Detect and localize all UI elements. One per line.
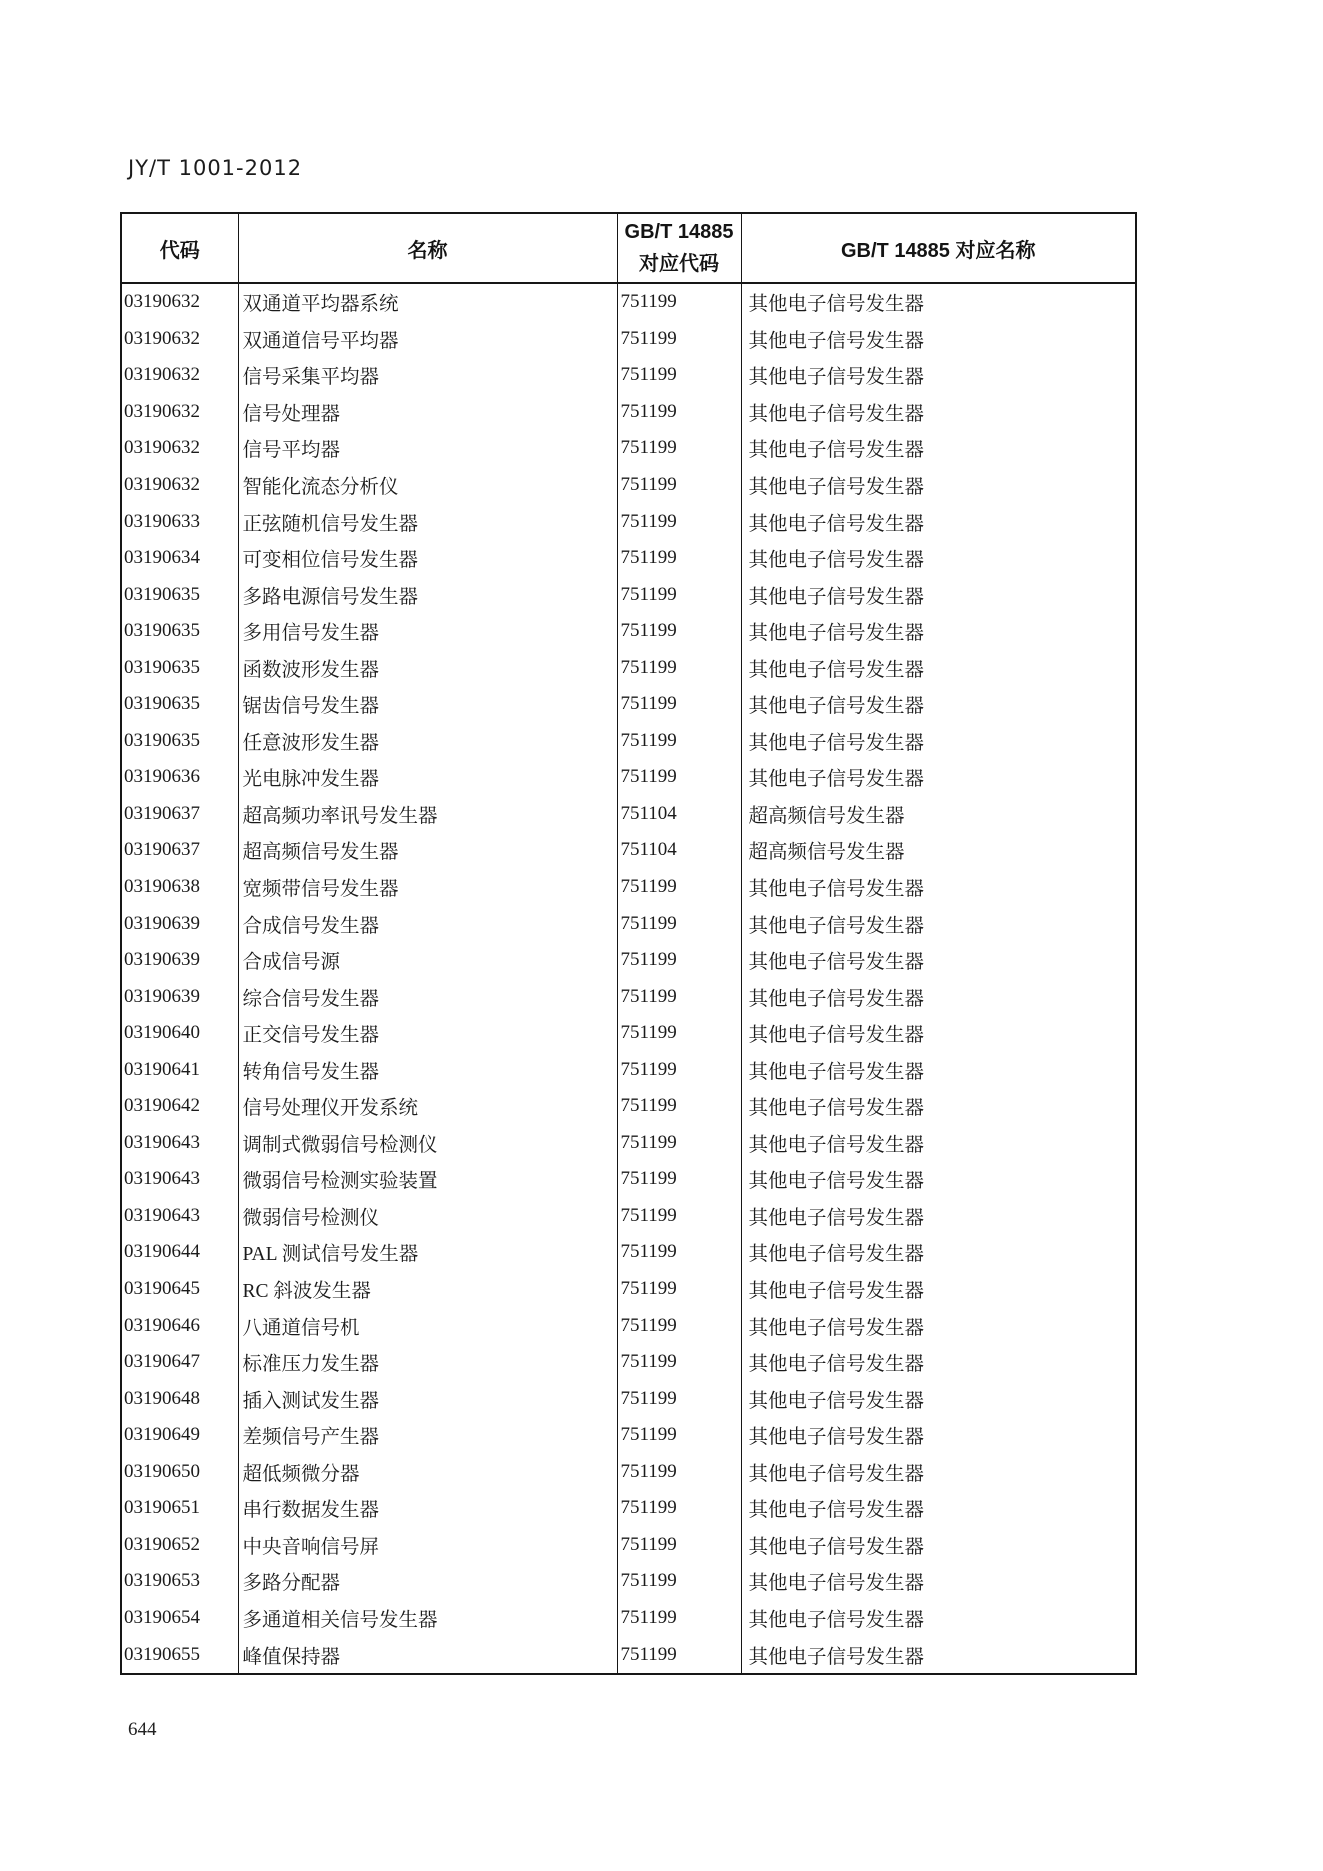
- cell-code: 03190632: [121, 467, 238, 504]
- cell-gbt-code: 751199: [617, 1490, 741, 1527]
- table-row: [121, 1344, 1136, 1381]
- cell-name: 串行数据发生器: [238, 1490, 617, 1527]
- column-header-gbt-code: [617, 213, 741, 283]
- cell-name: 任意波形发生器: [238, 723, 617, 760]
- cell-gbt-code: 751199: [617, 1125, 741, 1162]
- cell-gbt-name: 其他电子信号发生器: [741, 467, 1136, 504]
- cell-code: 03190636: [121, 759, 238, 796]
- cell-code: 03190641: [121, 1051, 238, 1088]
- cell-code: 03190634: [121, 540, 238, 577]
- table-row: [121, 1636, 1136, 1674]
- cell-gbt-name: 其他电子信号发生器: [741, 869, 1136, 906]
- cell-name: 光电脉冲发生器: [238, 759, 617, 796]
- cell-gbt-name: 其他电子信号发生器: [741, 283, 1136, 321]
- cell-gbt-name: 其他电子信号发生器: [741, 503, 1136, 540]
- cell-code: 03190639: [121, 942, 238, 979]
- cell-gbt-name: 其他电子信号发生器: [741, 540, 1136, 577]
- cell-name: 多通道相关信号发生器: [238, 1600, 617, 1637]
- cell-name: 信号处理仪开发系统: [238, 1088, 617, 1125]
- table-row: [121, 1198, 1136, 1235]
- cell-code: 03190639: [121, 905, 238, 942]
- cell-gbt-name: 其他电子信号发生器: [741, 1563, 1136, 1600]
- cell-gbt-code: 751199: [617, 357, 741, 394]
- standard-code-heading: JY/T 1001-2012: [128, 156, 303, 180]
- cell-code: 03190635: [121, 613, 238, 650]
- cell-code: 03190632: [121, 430, 238, 467]
- cell-code: 03190640: [121, 1015, 238, 1052]
- cell-name: 双通道平均器系统: [238, 283, 617, 321]
- cell-code: 03190644: [121, 1234, 238, 1271]
- table-row: [121, 394, 1136, 431]
- cell-name: 中央音响信号屏: [238, 1527, 617, 1564]
- cell-gbt-name: 其他电子信号发生器: [741, 394, 1136, 431]
- cell-name: PAL 测试信号发生器: [238, 1234, 617, 1271]
- cell-name: 调制式微弱信号检测仪: [238, 1125, 617, 1162]
- cell-name: 多用信号发生器: [238, 613, 617, 650]
- table-row: [121, 1417, 1136, 1454]
- table-row: [121, 942, 1136, 979]
- cell-gbt-name: 超高频信号发生器: [741, 796, 1136, 833]
- cell-gbt-name: 其他电子信号发生器: [741, 1344, 1136, 1381]
- cell-name: 信号处理器: [238, 394, 617, 431]
- table-row: [121, 321, 1136, 358]
- cell-gbt-code: 751199: [617, 430, 741, 467]
- cell-name: 标准压力发生器: [238, 1344, 617, 1381]
- cell-gbt-code: 751199: [617, 1380, 741, 1417]
- table-row: [121, 978, 1136, 1015]
- table-row: [121, 357, 1136, 394]
- cell-gbt-code: 751199: [617, 467, 741, 504]
- cell-gbt-code: 751199: [617, 1454, 741, 1491]
- column-header-code: 代码: [121, 213, 238, 283]
- cell-name: 差频信号产生器: [238, 1417, 617, 1454]
- cell-name: 正交信号发生器: [238, 1015, 617, 1052]
- cell-gbt-code: 751199: [617, 723, 741, 760]
- cell-gbt-name: 其他电子信号发生器: [741, 321, 1136, 358]
- cell-gbt-name: 其他电子信号发生器: [741, 1454, 1136, 1491]
- table-row: [121, 1563, 1136, 1600]
- cell-gbt-name: 其他电子信号发生器: [741, 649, 1136, 686]
- cell-name: 八通道信号机: [238, 1307, 617, 1344]
- cell-gbt-name: 其他电子信号发生器: [741, 686, 1136, 723]
- cell-name: 信号平均器: [238, 430, 617, 467]
- cell-gbt-code: 751199: [617, 1015, 741, 1052]
- cell-gbt-code: 751199: [617, 1636, 741, 1674]
- table-row: [121, 723, 1136, 760]
- cell-code: 03190643: [121, 1125, 238, 1162]
- cell-name: 超高频功率讯号发生器: [238, 796, 617, 833]
- cell-gbt-name: 其他电子信号发生器: [741, 613, 1136, 650]
- cell-name: 超低频微分器: [238, 1454, 617, 1491]
- table-row: [121, 759, 1136, 796]
- table-row: [121, 1527, 1136, 1564]
- cell-gbt-code: 751199: [617, 759, 741, 796]
- column-header-gbt-name: GB/T 14885 对应名称: [741, 213, 1136, 283]
- cell-gbt-name: 其他电子信号发生器: [741, 1015, 1136, 1052]
- cell-gbt-code: 751199: [617, 540, 741, 577]
- column-header-gbt-code-line2: 对应代码: [639, 253, 719, 275]
- cell-name: 峰值保持器: [238, 1636, 617, 1674]
- column-header-gbt-code-line1: GB/T 14885: [624, 221, 734, 243]
- table-row: [121, 832, 1136, 869]
- cell-gbt-code: 751199: [617, 321, 741, 358]
- table-row: [121, 1051, 1136, 1088]
- cell-gbt-code: 751199: [617, 1307, 741, 1344]
- cell-gbt-name: 其他电子信号发生器: [741, 1600, 1136, 1637]
- cell-name: 综合信号发生器: [238, 978, 617, 1015]
- cell-gbt-name: 其他电子信号发生器: [741, 723, 1136, 760]
- table-row: [121, 1125, 1136, 1162]
- cell-code: 03190645: [121, 1271, 238, 1308]
- table-row: [121, 686, 1136, 723]
- cell-name: 合成信号源: [238, 942, 617, 979]
- cell-code: 03190637: [121, 832, 238, 869]
- cell-gbt-code: 751199: [617, 1088, 741, 1125]
- cell-gbt-name: 其他电子信号发生器: [741, 1527, 1136, 1564]
- cell-code: 03190650: [121, 1454, 238, 1491]
- cell-gbt-name: 其他电子信号发生器: [741, 1234, 1136, 1271]
- cell-name: 锯齿信号发生器: [238, 686, 617, 723]
- cell-gbt-code: 751199: [617, 978, 741, 1015]
- table-header-row: [121, 213, 1136, 283]
- cell-code: 03190643: [121, 1161, 238, 1198]
- cell-gbt-name: 其他电子信号发生器: [741, 576, 1136, 613]
- cell-gbt-name: 其他电子信号发生器: [741, 1088, 1136, 1125]
- cell-gbt-code: 751199: [617, 686, 741, 723]
- cell-name: 多路电源信号发生器: [238, 576, 617, 613]
- cell-name: 微弱信号检测仪: [238, 1198, 617, 1235]
- cell-gbt-name: 其他电子信号发生器: [741, 1636, 1136, 1674]
- cell-gbt-name: 其他电子信号发生器: [741, 1271, 1136, 1308]
- cell-code: 03190635: [121, 723, 238, 760]
- cell-name: 多路分配器: [238, 1563, 617, 1600]
- table-row: [121, 796, 1136, 833]
- cell-code: 03190633: [121, 503, 238, 540]
- cell-name: 可变相位信号发生器: [238, 540, 617, 577]
- table-row: [121, 1490, 1136, 1527]
- cell-gbt-name: 其他电子信号发生器: [741, 1490, 1136, 1527]
- cell-code: 03190643: [121, 1198, 238, 1235]
- cell-code: 03190632: [121, 357, 238, 394]
- cell-name: 正弦随机信号发生器: [238, 503, 617, 540]
- cell-name: 微弱信号检测实验装置: [238, 1161, 617, 1198]
- cell-code: 03190651: [121, 1490, 238, 1527]
- table-row: [121, 1088, 1136, 1125]
- cell-code: 03190649: [121, 1417, 238, 1454]
- table-row: [121, 905, 1136, 942]
- cell-code: 03190632: [121, 283, 238, 321]
- table-row: [121, 1307, 1136, 1344]
- column-header-name: 名称: [238, 213, 617, 283]
- table-row: [121, 613, 1136, 650]
- cell-name: 插入测试发生器: [238, 1380, 617, 1417]
- cell-gbt-code: 751199: [617, 1344, 741, 1381]
- cell-name: 合成信号发生器: [238, 905, 617, 942]
- cell-gbt-name: 其他电子信号发生器: [741, 430, 1136, 467]
- cell-gbt-code: 751199: [617, 394, 741, 431]
- cell-gbt-code: 751199: [617, 1271, 741, 1308]
- cell-code: 03190638: [121, 869, 238, 906]
- table-row: [121, 1271, 1136, 1308]
- table-row: [121, 283, 1136, 321]
- cell-gbt-name: 其他电子信号发生器: [741, 1198, 1136, 1235]
- cell-name: RC 斜波发生器: [238, 1271, 617, 1308]
- cell-code: 03190646: [121, 1307, 238, 1344]
- cell-code: 03190655: [121, 1636, 238, 1674]
- cell-gbt-code: 751199: [617, 649, 741, 686]
- cell-code: 03190652: [121, 1527, 238, 1564]
- cell-gbt-code: 751199: [617, 1563, 741, 1600]
- cell-gbt-name: 其他电子信号发生器: [741, 1161, 1136, 1198]
- table-row: [121, 467, 1136, 504]
- cell-code: 03190632: [121, 321, 238, 358]
- cell-gbt-code: 751199: [617, 869, 741, 906]
- cell-gbt-name: 超高频信号发生器: [741, 832, 1136, 869]
- cell-gbt-code: 751199: [617, 1234, 741, 1271]
- table-row: [121, 1234, 1136, 1271]
- cell-gbt-name: 其他电子信号发生器: [741, 1051, 1136, 1088]
- cell-code: 03190632: [121, 394, 238, 431]
- cell-code: 03190654: [121, 1600, 238, 1637]
- cell-gbt-name: 其他电子信号发生器: [741, 1307, 1136, 1344]
- cell-gbt-name: 其他电子信号发生器: [741, 1417, 1136, 1454]
- cell-code: 03190635: [121, 649, 238, 686]
- cell-gbt-code: 751199: [617, 283, 741, 321]
- cell-gbt-name: 其他电子信号发生器: [741, 978, 1136, 1015]
- cell-code: 03190653: [121, 1563, 238, 1600]
- cell-name: 双通道信号平均器: [238, 321, 617, 358]
- cell-code: 03190637: [121, 796, 238, 833]
- table-row: [121, 1161, 1136, 1198]
- cell-gbt-code: 751199: [617, 613, 741, 650]
- table-row: [121, 1380, 1136, 1417]
- cell-gbt-code: 751199: [617, 1527, 741, 1564]
- cell-code: 03190639: [121, 978, 238, 1015]
- cell-name: 超高频信号发生器: [238, 832, 617, 869]
- table-row: [121, 576, 1136, 613]
- table-body: [121, 283, 1136, 1674]
- cell-name: 智能化流态分析仪: [238, 467, 617, 504]
- table-row: [121, 1600, 1136, 1637]
- cell-gbt-code: 751199: [617, 905, 741, 942]
- cell-name: 信号采集平均器: [238, 357, 617, 394]
- cell-gbt-name: 其他电子信号发生器: [741, 1125, 1136, 1162]
- cell-gbt-code: 751199: [617, 942, 741, 979]
- cell-gbt-code: 751199: [617, 1051, 741, 1088]
- table-row: [121, 649, 1136, 686]
- cell-gbt-code: 751104: [617, 796, 741, 833]
- cell-code: 03190647: [121, 1344, 238, 1381]
- cell-gbt-code: 751199: [617, 576, 741, 613]
- cell-code: 03190642: [121, 1088, 238, 1125]
- table-row: [121, 503, 1136, 540]
- page-number: 644: [128, 1719, 157, 1740]
- cell-gbt-name: 其他电子信号发生器: [741, 357, 1136, 394]
- table-row: [121, 1015, 1136, 1052]
- cell-gbt-code: 751199: [617, 1417, 741, 1454]
- code-mapping-table: [120, 212, 1137, 1675]
- cell-gbt-code: 751199: [617, 1198, 741, 1235]
- cell-gbt-name: 其他电子信号发生器: [741, 905, 1136, 942]
- cell-gbt-code: 751199: [617, 1161, 741, 1198]
- cell-gbt-code: 751104: [617, 832, 741, 869]
- cell-gbt-code: 751199: [617, 1600, 741, 1637]
- cell-name: 转角信号发生器: [238, 1051, 617, 1088]
- cell-gbt-name: 其他电子信号发生器: [741, 1380, 1136, 1417]
- table-row: [121, 1454, 1136, 1491]
- cell-name: 宽频带信号发生器: [238, 869, 617, 906]
- table-row: [121, 869, 1136, 906]
- cell-gbt-name: 其他电子信号发生器: [741, 759, 1136, 796]
- cell-gbt-name: 其他电子信号发生器: [741, 942, 1136, 979]
- cell-code: 03190635: [121, 576, 238, 613]
- cell-code: 03190648: [121, 1380, 238, 1417]
- cell-gbt-code: 751199: [617, 503, 741, 540]
- table-row: [121, 430, 1136, 467]
- table-row: [121, 540, 1136, 577]
- cell-name: 函数波形发生器: [238, 649, 617, 686]
- cell-code: 03190635: [121, 686, 238, 723]
